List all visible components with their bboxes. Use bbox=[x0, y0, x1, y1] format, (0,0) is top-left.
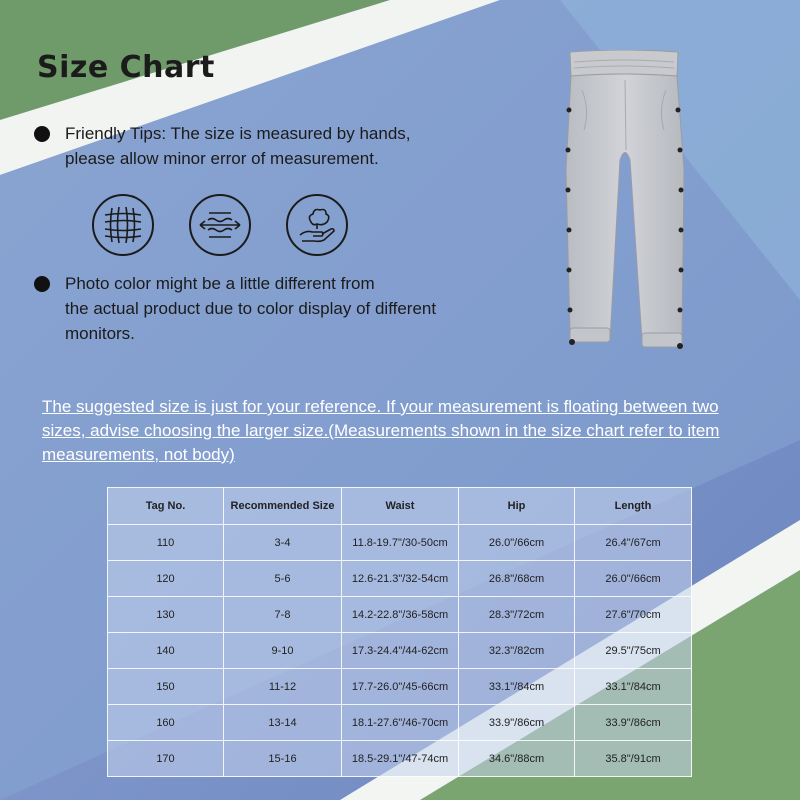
table-cell: 26.8"/68cm bbox=[459, 561, 575, 597]
tip-color bbox=[34, 271, 504, 346]
table-cell: 13-14 bbox=[224, 705, 342, 741]
table-cell: 17.7-26.0"/45-66cm bbox=[342, 669, 459, 705]
table-cell: 26.4"/67cm bbox=[575, 525, 692, 561]
table-cell: 160 bbox=[108, 705, 224, 741]
bullet-icon bbox=[34, 276, 50, 292]
table-cell: 15-16 bbox=[224, 741, 342, 777]
table-cell: 27.6"/70cm bbox=[575, 597, 692, 633]
fabric-mesh-icon bbox=[92, 194, 154, 256]
table-row bbox=[108, 705, 692, 741]
table-cell: 18.1-27.6"/46-70cm bbox=[342, 705, 459, 741]
table-cell: 33.9"/86cm bbox=[459, 705, 575, 741]
tip-measurement bbox=[34, 121, 474, 171]
tip-line: the actual product due to color display of different bbox=[65, 299, 437, 318]
tip-line: monitors. bbox=[65, 324, 135, 343]
tip-line: Photo color might be a little different from bbox=[65, 274, 375, 293]
column-header: Length bbox=[575, 488, 692, 525]
table-cell: 26.0"/66cm bbox=[459, 525, 575, 561]
table-cell: 130 bbox=[108, 597, 224, 633]
table-cell: 28.3"/72cm bbox=[459, 597, 575, 633]
table-cell: 34.6"/88cm bbox=[459, 741, 575, 777]
table-cell: 29.5"/75cm bbox=[575, 633, 692, 669]
size-table bbox=[107, 487, 692, 777]
stretch-fabric-icon bbox=[189, 194, 251, 256]
column-header: Waist bbox=[342, 488, 459, 525]
column-header: Hip bbox=[459, 488, 575, 525]
table-cell: 32.3"/82cm bbox=[459, 633, 575, 669]
table-cell: 12.6-21.3"/32-54cm bbox=[342, 561, 459, 597]
table-row bbox=[108, 741, 692, 777]
cotton-hand-icon bbox=[286, 194, 348, 256]
page-title: Size Chart bbox=[37, 50, 215, 85]
table-row bbox=[108, 525, 692, 561]
table-cell: 26.0"/66cm bbox=[575, 561, 692, 597]
table-cell: 14.2-22.8"/36-58cm bbox=[342, 597, 459, 633]
tip-line: please allow minor error of measurement. bbox=[65, 149, 379, 168]
table-cell: 35.8"/91cm bbox=[575, 741, 692, 777]
table-cell: 33.1"/84cm bbox=[459, 669, 575, 705]
table-cell: 11-12 bbox=[224, 669, 342, 705]
table-cell: 17.3-24.4"/44-62cm bbox=[342, 633, 459, 669]
table-cell: 33.1"/84cm bbox=[575, 669, 692, 705]
table-cell: 3-4 bbox=[224, 525, 342, 561]
table-cell: 110 bbox=[108, 525, 224, 561]
table-cell: 18.5-29.1"/47-74cm bbox=[342, 741, 459, 777]
table-cell: 11.8-19.7"/30-50cm bbox=[342, 525, 459, 561]
table-row bbox=[108, 633, 692, 669]
table-cell: 7-8 bbox=[224, 597, 342, 633]
table-cell: 150 bbox=[108, 669, 224, 705]
table-cell: 120 bbox=[108, 561, 224, 597]
table-cell: 170 bbox=[108, 741, 224, 777]
table-cell: 33.9"/86cm bbox=[575, 705, 692, 741]
table-cell: 5-6 bbox=[224, 561, 342, 597]
product-pants-image bbox=[560, 50, 690, 355]
table-row bbox=[108, 561, 692, 597]
table-cell: 140 bbox=[108, 633, 224, 669]
bullet-icon bbox=[34, 126, 50, 142]
tip-line: Friendly Tips: The size is measured by hands, bbox=[65, 124, 411, 143]
table-cell: 9-10 bbox=[224, 633, 342, 669]
table-row bbox=[108, 597, 692, 633]
table-header-row bbox=[108, 488, 692, 525]
column-header: Recommended Size bbox=[224, 488, 342, 525]
size-advice-note: The suggested size is just for your reference. If your measurement is floating between two sizes, advise choosing the larger size.(Measurements shown in the size chart refer to item measurements, not body) bbox=[42, 397, 720, 464]
table-row bbox=[108, 669, 692, 705]
column-header: Tag No. bbox=[108, 488, 224, 525]
